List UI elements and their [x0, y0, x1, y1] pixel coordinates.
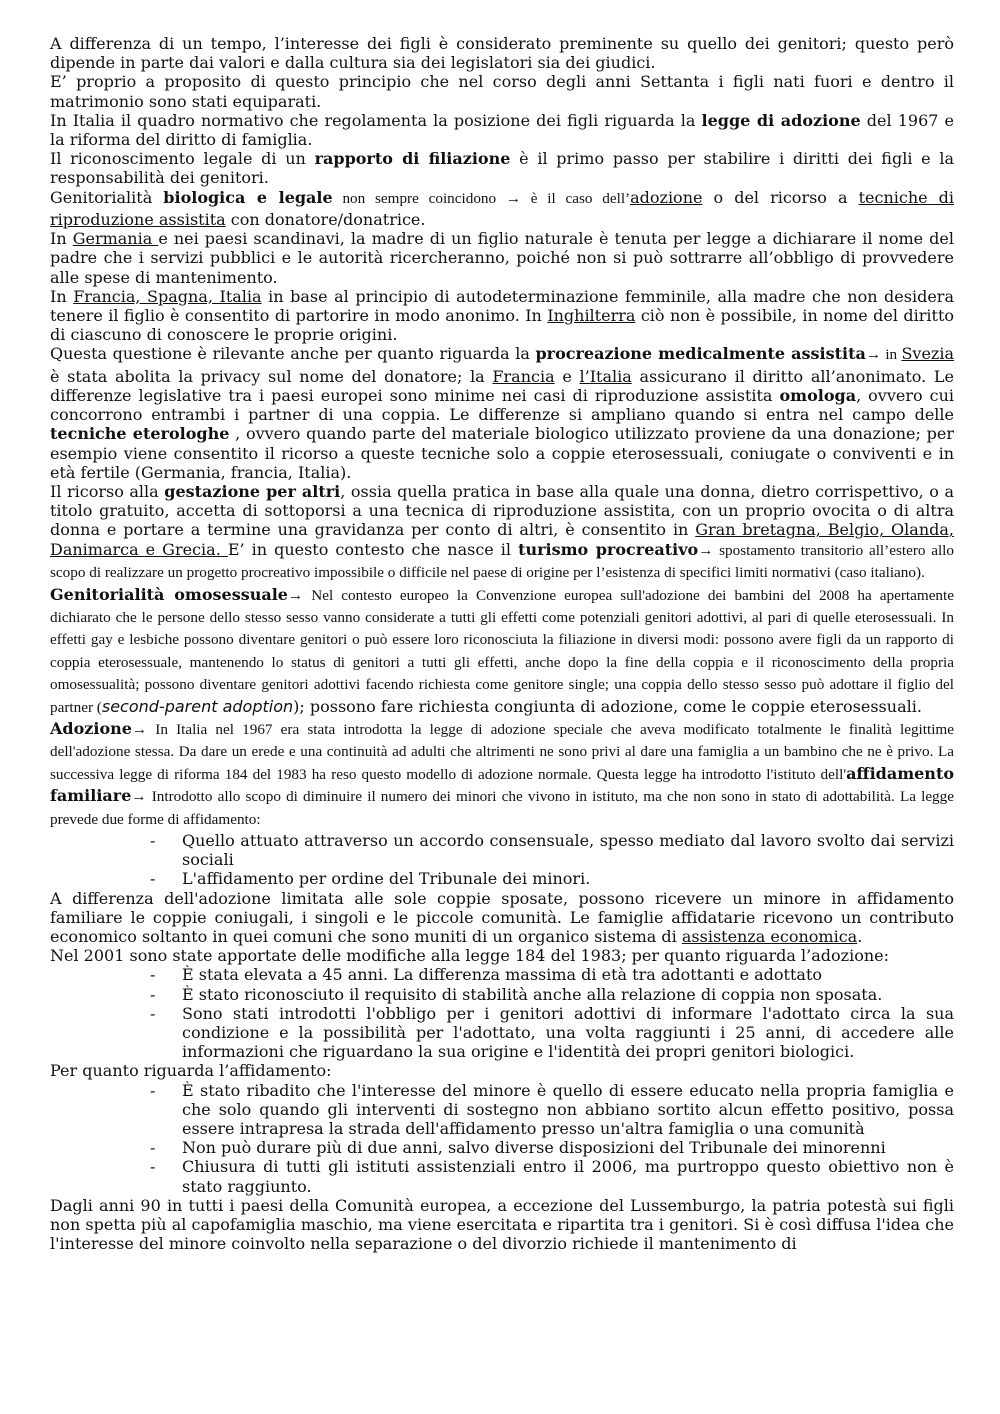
- foster-forms-list: [50, 831, 954, 889]
- paragraph-parental-authority: Dagli anni 90 in tutti i paesi della Comunità europea, a eccezione del Lussemburgo, la patria potestà sui figli non spetta più al capofamiglia maschio, ma viene esercitata e ripartita tra i genitori. Si è così diffusa l'idea che l'interesse del minore coinvolto nella separazione o del divorzio richiede il mantenimento di: [50, 1195, 954, 1254]
- text-run: è il primo passo per stabilire i diritti dei figli e la responsabilità dei genitori.: [50, 149, 955, 188]
- text-run: , ossia quella pratica in base alla quale una donna, dietro corrispettivo, o a titolo gratuito, accetta di sottoporsi a una tecnica di riproduzione assistita, con un proprio ovocita o di altra donna e portare a termine una gravidanza per conto di altri, è consentito in: [50, 482, 955, 540]
- bold-term: Genitorialità omosessuale: [50, 584, 288, 604]
- bold-term: affidamento familiare: [50, 763, 954, 806]
- list-item: - È stata elevata a 45 anni. La differenza massima di età tra adottanti e adottato: [182, 965, 954, 984]
- text-run: → Introdotto allo scopo di diminuire il numero dei minori che vivono in istituto, ma che non sono in stato di adottabilità. La legge prevede due forme di affidamento:: [50, 788, 954, 828]
- paragraph-interest: A differenza di un tempo, l’interesse dei figli è considerato preminente su quello dei genitori; questo però dipende in parte dai valori e dalla cultura sia dei legislatori sia dei giudici.: [50, 34, 954, 73]
- paragraph-adoption: [50, 719, 954, 831]
- foster-changes-list: [50, 1081, 954, 1196]
- paragraph-foster-heading: Per quanto riguarda l’affidamento:: [50, 1061, 332, 1081]
- list-item: - L'affidamento per ordine del Tribunale dei minori.: [182, 869, 954, 888]
- bold-term: rapporto di filiazione: [314, 149, 511, 169]
- paragraph-germany: [50, 229, 954, 287]
- text-run: e: [554, 366, 580, 386]
- text-run: , ovvero quando parte del materiale biologico utilizzato proviene da una donazione; per esempio viene consentito il ricorso a queste tecniche solo a coppie eterosessuali, coniugate o conviventi e in età fertile (Germania, francia, Italia).: [50, 424, 954, 482]
- text-run: con donatore/donatrice.: [225, 210, 426, 230]
- paragraph-biological-legal: [50, 188, 954, 230]
- list-item: - Non può durare più di due anni, salvo diverse disposizioni del Tribunale dei minorenni: [182, 1138, 954, 1157]
- text-run: E’ in questo contesto che nasce il: [227, 539, 519, 559]
- underlined-term: Germania: [72, 229, 159, 249]
- text-run: Questa questione è rilevante anche per quanto riguarda la: [50, 344, 536, 364]
- underlined-term: Svezia: [901, 344, 954, 364]
- text-run: Genitorialità: [50, 187, 164, 207]
- underlined-term: l’Italia: [579, 366, 632, 386]
- paragraph-assisted-procreation: [50, 344, 954, 482]
- underlined-term: assistenza economica: [681, 926, 858, 946]
- text-run: A differenza dell'adozione limitata alle sole coppie sposate, possono ricevere un minore in affidamento familiare le coppie coniugali, i singoli e le piccole comunità. Le famiglie affidatarie ricevono un contributo economico soltanto in quei comuni che sono muniti di un organico sistema di: [50, 888, 954, 946]
- text-run: o del ricorso a: [702, 187, 859, 207]
- bold-term: Adozione: [50, 718, 132, 738]
- text-run: è stata abolita la privacy sul nome del donatore; la: [50, 366, 493, 386]
- text-run: ciò non è possibile, in nome del diritto di ciascuno di conoscere le proprie origini.: [50, 306, 955, 345]
- text-run: e nei paesi scandinavi, la madre di un figlio naturale è tenuta per legge a dichiarare il nome del padre che i servizi pubblici e le autorità ricercheranno, poiché non si può sottrarre all’obbligo di provvedere alle spese di mantenimento.: [50, 229, 955, 287]
- text-run: Il ricorso alla: [50, 482, 165, 502]
- underlined-term: Inghilterra: [547, 306, 636, 326]
- text-run: In Italia il quadro normativo che regolamenta la posizione dei figli riguarda la: [50, 110, 702, 130]
- paragraph-2001-changes: Nel 2001 sono state apportate delle modifiche alla legge 184 del 1983; per quanto riguarda l’adozione:: [50, 946, 889, 966]
- bold-term: legge di adozione: [701, 110, 861, 130]
- underlined-term: Francia: [492, 366, 555, 386]
- bold-term: tecniche eterologhe: [50, 424, 230, 444]
- text-run: , ovvero cui concorrono entrambi i partner di una coppia. Le differenze si ampliano quando si entra nel campo delle: [50, 386, 955, 425]
- paragraph-equalization: E’ proprio a proposito di questo principio che nel corso degli anni Settanta i figli nati fuori e dentro il matrimonio sono stati equiparati.: [50, 72, 954, 111]
- text-run: → in: [865, 346, 902, 364]
- text-run: In: [50, 229, 73, 249]
- underlined-term: adozione: [630, 187, 703, 207]
- bold-term: omologa: [779, 386, 857, 406]
- text-run: In: [50, 286, 74, 306]
- paragraph-italy-framework: [50, 111, 954, 149]
- text-run: → spostamento transitorio all’estero allo scopo di realizzare un progetto procreativo impossibile o difficile nel paese di origine per l’esistenza di specifici limiti normativi (caso italiano).: [50, 541, 954, 582]
- list-item: - Quello attuato attraverso un accordo consensuale, spesso mediato dal lavoro svolto dai servizi sociali: [182, 831, 954, 869]
- text-run: Il riconoscimento legale di un: [50, 149, 315, 169]
- bold-term: procreazione medicalmente assistita: [535, 344, 866, 364]
- bold-term: gestazione per altri: [164, 482, 341, 502]
- italic-term: second-parent adoption: [101, 696, 294, 716]
- bold-term: turismo procreativo: [518, 539, 699, 559]
- list-item: - È stato ribadito che l'interesse del minore è quello di essere educato nella propria famiglia e che solo quando gli interventi di sostegno non abbiano sortito alcun effetto positivo, possa essere intrapresa la strada dell'affidamento presso un'altra famiglia o una comunità: [182, 1081, 954, 1139]
- underlined-term: Francia, Spagna, Italia: [73, 286, 262, 306]
- text-run: del 1967 e la riforma del diritto di famiglia.: [50, 110, 955, 150]
- adoption-changes-list: [50, 965, 954, 1061]
- text-run: .: [857, 926, 863, 946]
- paragraph-filiation: [50, 149, 954, 187]
- bold-term: biologica e legale: [163, 187, 333, 207]
- text-run: assicurano il diritto all’anonimato. Le differenze legislative tra i paesi europei sono minime nei casi di riproduzione assistita: [50, 366, 954, 406]
- underlined-term: tecniche di riproduzione assistita: [50, 187, 955, 230]
- text-run: → In Italia nel 1967 era stata introdotta la legge di adozione speciale che aveva modificato totalmente le finalità legittime dell'adozione stessa. Da dare un erede e una continuità ad adulti che altrimenti ne sono privi al dare una famiglia a un bambino che ne è privo. La successiva legge di riforma 184 del 1983 ha reso questo modello di adozione normale. Questa legge ha introdotto l'istituto dell': [50, 720, 954, 783]
- paragraph-france-spain-italy: [50, 287, 954, 345]
- paragraph-surrogacy: [50, 482, 954, 584]
- list-item: - Sono stati introdotti l'obbligo per i genitori adottivi di informare l'adottato circa la sua condizione e la possibilità per l'adottato, una volta raggiunti i 25 anni, di accedere alle informazioni che riguardano la sua origine e l'identità dei propri genitori biologici.: [182, 1004, 954, 1062]
- list-item: - È stato riconosciuto il requisito di stabilità anche alla relazione di coppia non sposata.: [182, 985, 954, 1004]
- text-run: → Nel contesto europeo la Convenzione europea sull'adozione dei bambini del 2008 ha apertamente dichiarato che le persone dello stesso sesso vanno considerate a tutti gli effetti come potenziali genitori adottivi, al pari di quelle eterosessuali. In effetti gay e lesbiche possono diventare genitori o può essere loro riconosciuta la filiazione in diversi modi: possono avere figli da un rapporto di coppia eterosessuale, mantenendo lo status di genitori a tutti gli effetti, anche dopo la fine della coppia e il riconoscimento della propria omosessualità; possono diventare genitori adottivi facendo richiesta come genitore single; una coppia dello stesso sesso può adottare il figlio del partner (: [50, 586, 954, 716]
- list-item: - Chiusura di tutti gli istituti assistenziali entro il 2006, ma purtroppo questo obiettivo non è stato raggiunto.: [182, 1157, 954, 1195]
- underlined-term: Gran bretagna, Belgio, Olanda, Danimarca e Grecia.: [50, 520, 954, 559]
- text-run: non sempre coincidono → è il caso dell’: [332, 189, 631, 207]
- text-run: ); possono fare richiesta congiunta di adozione, come le coppie eterosessuali.: [293, 696, 922, 716]
- paragraph-homosexual-parenting: [50, 585, 954, 719]
- paragraph-foster-families: [50, 889, 954, 947]
- text-run: in base al principio di autodeterminazione femminile, alla madre che non desidera tenere il figlio è consentito di partorire in modo anonimo. In: [50, 286, 954, 326]
